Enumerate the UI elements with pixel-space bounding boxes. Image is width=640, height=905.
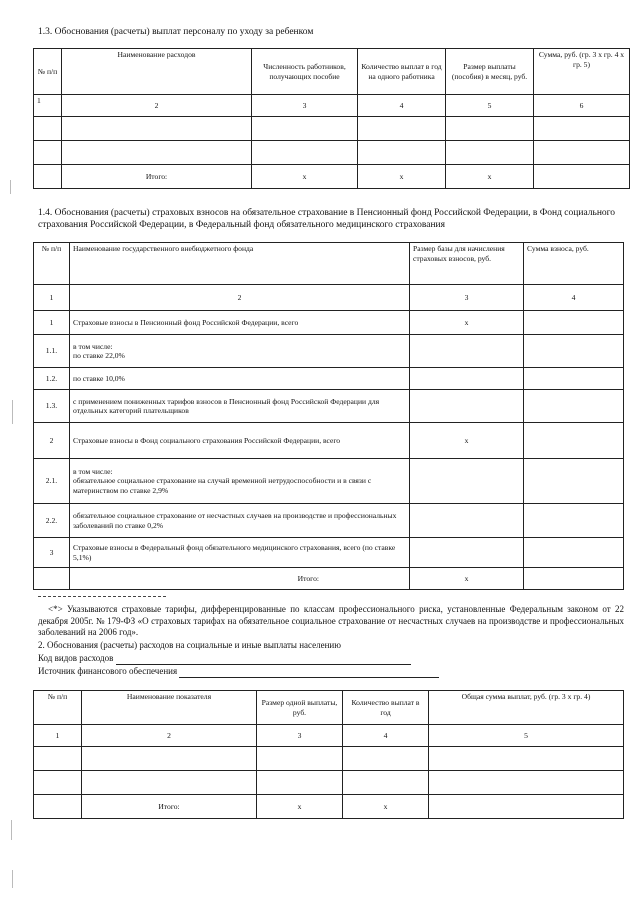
source-label: Источник финансового обеспечения (38, 666, 178, 676)
col-header-sum: Сумма, руб. (гр. 3 x гр. 4 x гр. 5) (534, 49, 630, 95)
table-1-4 (33, 242, 624, 590)
total-label: Итого: (62, 165, 252, 189)
total-label: Итого: (82, 795, 257, 819)
row-num: 2 (34, 423, 70, 459)
row-name: по ставке 10,0% (70, 368, 410, 390)
table-row (34, 747, 624, 771)
col-number: 1 (34, 285, 70, 311)
total-label: Итого: (70, 568, 410, 590)
total-row (34, 568, 624, 590)
col-number: 3 (252, 95, 358, 117)
col-header-total: Общая сумма выплат, руб. (гр. 3 х гр. 4) (429, 691, 624, 725)
scan-speck (10, 180, 11, 194)
row-num: 2.1. (34, 459, 70, 504)
table-row (34, 538, 624, 568)
row-base: x (410, 423, 524, 459)
row-num: 1.2. (34, 368, 70, 390)
col-header-contribution: Сумма взноса, руб. (524, 243, 624, 285)
code-field[interactable] (116, 655, 411, 665)
table-row (34, 311, 624, 335)
col-header-name: Наименование расходов (62, 49, 252, 95)
table-row (34, 390, 624, 423)
total-x: x (410, 568, 524, 590)
row-num: 1 (34, 311, 70, 335)
row-name: в том числе: по ставке 22,0% (70, 335, 410, 368)
col-header-indicator: Наименование показателя (82, 691, 257, 725)
table-1-3 (33, 48, 630, 189)
row-num: 2.2. (34, 504, 70, 538)
table-row (34, 504, 624, 538)
col-header-num: № п/п (34, 49, 62, 95)
row-num: 3 (34, 538, 70, 568)
code-label: Код видов расходов (38, 653, 114, 663)
col-number: 1 (34, 95, 62, 117)
row-name: Страховые взносы в Фонд социального страхования Российской Федерации, всего (70, 423, 410, 459)
source-field[interactable] (179, 668, 439, 678)
row-name: Страховые взносы в Пенсионный фонд Российской Федерации, всего (70, 311, 410, 335)
table-row (34, 117, 630, 141)
col-header-amount: Размер одной выплаты, руб. (257, 691, 343, 725)
col-number: 2 (82, 725, 257, 747)
row-name: обязательное социальное страхование от несчастных случаев на производстве и профессиональных заболеваний по ставке 0,2% (70, 504, 410, 538)
total-x: x (358, 165, 446, 189)
table-2 (33, 690, 624, 819)
row-num: 1.1. (34, 335, 70, 368)
table-row (34, 141, 630, 165)
col-number: 4 (343, 725, 429, 747)
total-x: x (252, 165, 358, 189)
col-header-fund: Наименование государственного внебюджетного фонда (70, 243, 410, 285)
table-row (34, 368, 624, 390)
row-name: в том числе: обязательное социальное страхование на случай временной нетрудоспособности и в связи с материнством по ставке 2,9% (70, 459, 410, 504)
col-header-base: Размер базы для начисления страховых взносов, руб. (410, 243, 524, 285)
code-label-row (38, 653, 411, 665)
source-label-row (38, 666, 439, 678)
col-number: 1 (34, 725, 82, 747)
row-base: x (410, 311, 524, 335)
row-name: Страховые взносы в Федеральный фонд обязательного медицинского страхования, всего (по ставке 5,1%) (70, 538, 410, 568)
col-number: 5 (446, 95, 534, 117)
scan-speck (12, 400, 13, 424)
table-row (34, 459, 624, 504)
table-row (34, 771, 624, 795)
footnote: <*> Указываются страховые тарифы, дифференцированные по классам профессионального риска, установленные Федеральным законом от 22 декабря 2005г. № 179-ФЗ «О страховых тарифах на обязательное социальное страхование от несчастных случаев на производстве и профессиональных заболеваний на 2006 год». (38, 604, 624, 637)
total-x: x (257, 795, 343, 819)
col-number: 2 (70, 285, 410, 311)
total-x: x (446, 165, 534, 189)
col-number: 3 (257, 725, 343, 747)
col-header-amount: Размер выплаты (пособия) в месяц, руб. (446, 49, 534, 95)
section-1-4-title: 1.4. Обоснования (расчеты) страховых взносов на обязательное страхование в Пенсионный фонд Российской Федерации, в Фонд социального страхования Российской Федерации, в Федеральный фонд обязательного медицинского страхования (38, 208, 616, 230)
footnote-separator (38, 596, 166, 597)
col-header-num: № п/п (34, 243, 70, 285)
col-number: 6 (534, 95, 630, 117)
section-2-title: 2. Обоснования (расчеты) расходов на социальные и иные выплаты населению (38, 640, 341, 650)
scan-speck (12, 870, 13, 888)
col-header-num: № п/п (34, 691, 82, 725)
col-number: 2 (62, 95, 252, 117)
total-row (34, 795, 624, 819)
col-header-workers: Численность работников, получающих пособие (252, 49, 358, 95)
table-row (34, 423, 624, 459)
section-1-3-title: 1.3. Обоснования (расчеты) выплат персоналу по уходу за ребенком (38, 27, 314, 37)
scan-speck (11, 820, 12, 840)
total-row (34, 165, 630, 189)
col-number: 4 (358, 95, 446, 117)
row-num: 1.3. (34, 390, 70, 423)
table-row (34, 335, 624, 368)
col-number: 4 (524, 285, 624, 311)
col-header-count: Количество выплат в год (343, 691, 429, 725)
col-number: 3 (410, 285, 524, 311)
col-header-payments: Количество выплат в год на одного работника (358, 49, 446, 95)
row-name: с применением пониженных тарифов взносов в Пенсионный фонд Российской Федерации для отдельных категорий плательщиков (70, 390, 410, 423)
total-x: x (343, 795, 429, 819)
col-number: 5 (429, 725, 624, 747)
